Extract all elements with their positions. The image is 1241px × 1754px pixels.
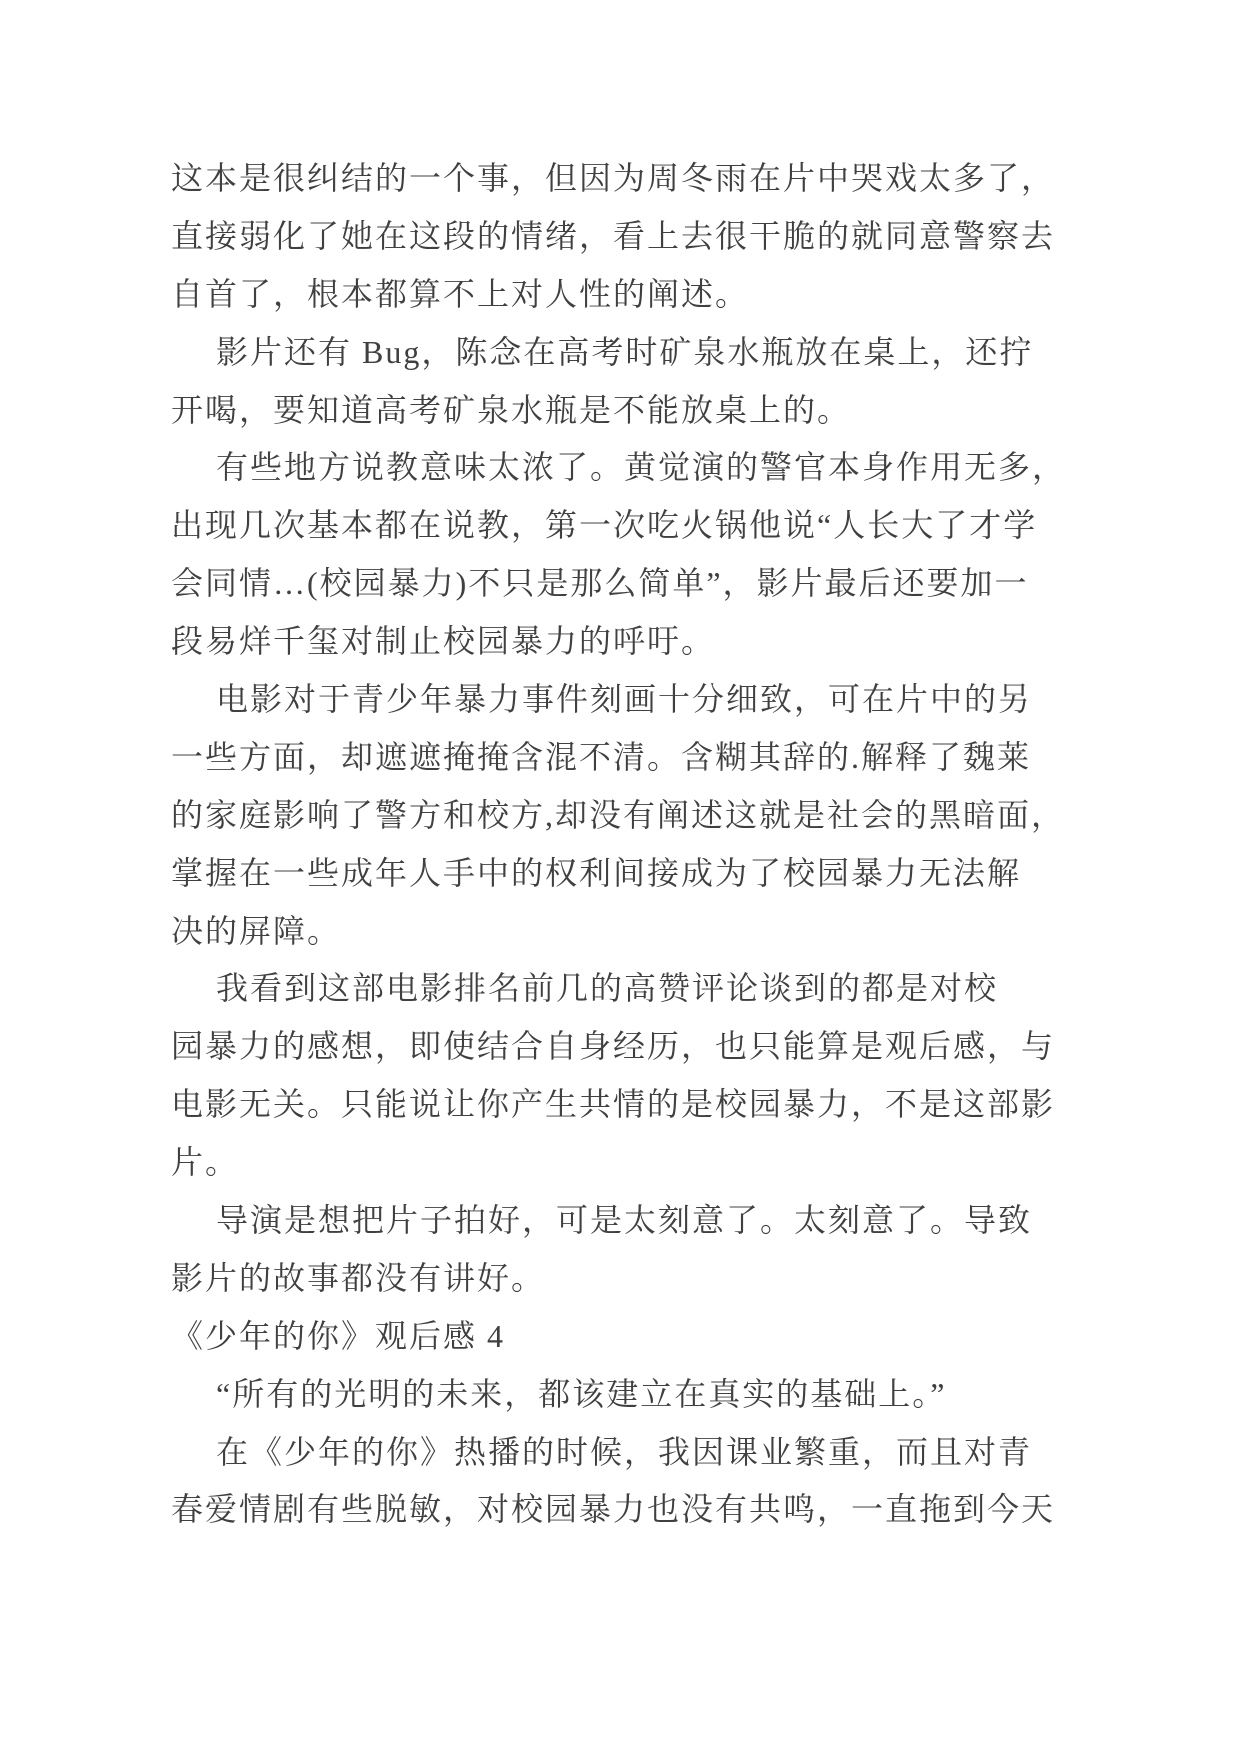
text-line: 决的屏障。 [171,912,342,949]
text-line: 会同情…(校园暴力)不只是那么简单”，影片最后还要加一 [171,565,1029,602]
text-line: 电影对于青少年暴力事件刻画十分细致，可在片中的另 [216,681,1033,718]
text-line: 片。 [171,1144,240,1181]
essay-text-block [171,150,1136,1539]
text-line: 我看到这部电影排名前几的高赞评论谈到的都是对校 [216,970,999,1007]
text-line: 在《少年的你》热播的时候，我因课业繁重，而且对青 [216,1433,1033,1470]
text-line: 这本是很纠结的一个事，但因为周冬雨在片中哭戏太多了， [171,160,1056,196]
text-line: 电影无关。只能说让你产生共情的是校园暴力，不是这部影 [171,1086,1056,1123]
text-line: 一些方面，却遮遮掩掩含混不清。含糊其辞的.解释了魏莱 [171,738,1032,775]
text-line: 影片的故事都没有讲好。 [171,1259,546,1296]
text-line: 出现几次基本都在说教，第一次吃火锅他说“人长大了才学 [171,507,1038,544]
text-line: 有些地方说教意味太浓了。黄觉演的警官本身作用无多， [216,449,1067,486]
text-line: 园暴力的感想，即使结合自身经历，也只能算是观后感，与 [171,1028,1056,1065]
text-line: 影片还有 Bug，陈念在高考时矿泉水瓶放在桌上，还拧 [216,333,1034,370]
text-line: 段易烊千玺对制止校园暴力的呼吁。 [171,623,716,660]
text-line: 的家庭影响了警方和校方,却没有阐述这就是社会的黑暗面， [171,796,1066,833]
text-line: 掌握在一些成年人手中的权利间接成为了校园暴力无法解 [171,854,1022,891]
text-line: “所有的光明的未来，都该建立在真实的基础上。” [216,1375,947,1412]
text-line: 直接弱化了她在这段的情绪，看上去很干脆的就同意警察去 [171,217,1056,254]
text-line: 《少年的你》观后感 4 [171,1317,506,1354]
text-line: 开喝，要知道高考矿泉水瓶是不能放桌上的。 [171,391,852,428]
text-line: 春爱情剧有些脱敏，对校园暴力也没有共鸣，一直拖到今天 [171,1491,1056,1528]
text-line: 自首了，根本都算不上对人性的阐述。 [171,275,750,312]
text-line: 导演是想把片子拍好，可是太刻意了。太刻意了。导致 [216,1202,1033,1239]
